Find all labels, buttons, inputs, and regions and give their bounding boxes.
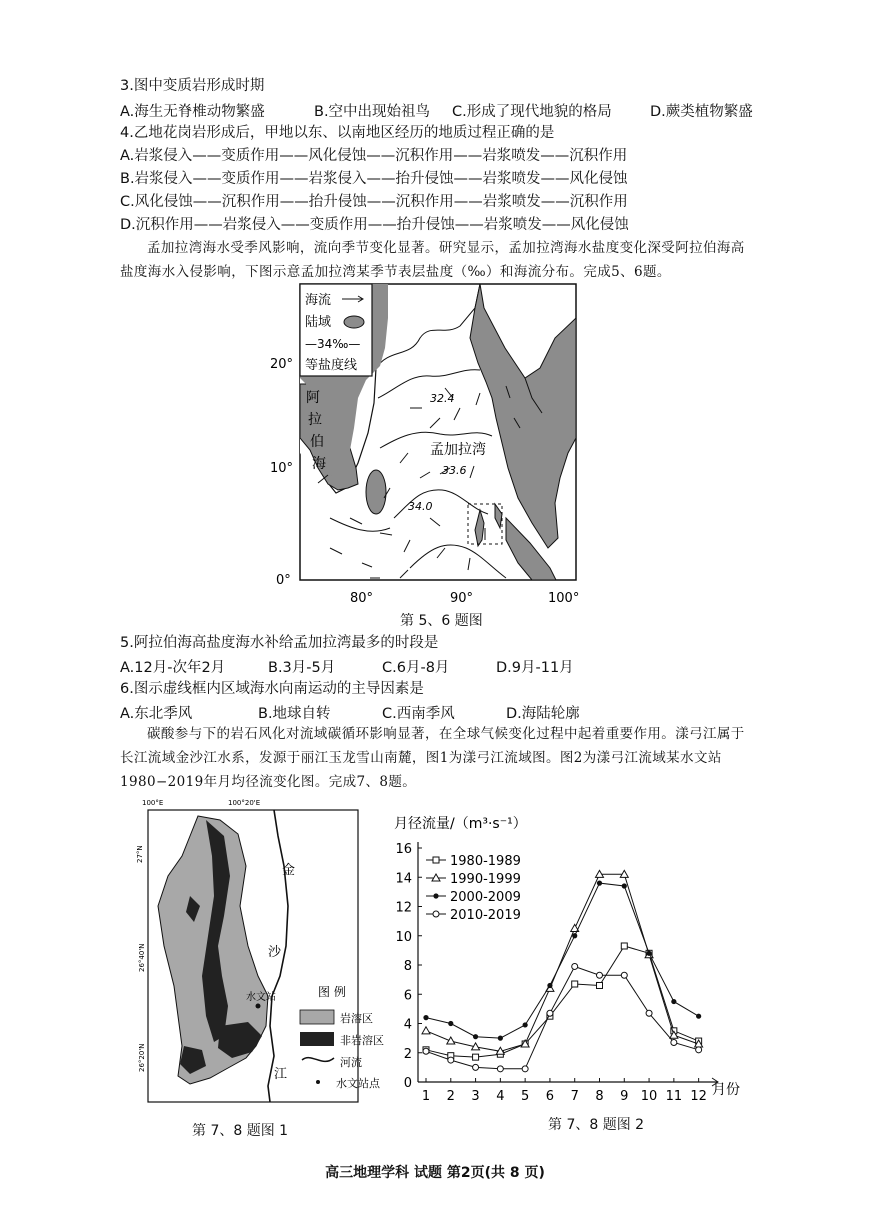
x-tick-label: 8 [595, 1089, 604, 1104]
isoline-label-a: 32.4 [430, 392, 455, 405]
series-point-2000-2009 [696, 1014, 701, 1019]
q4-option-b: B.岩浆侵入——变质作用——岩浆侵入——抬升侵蚀——岩浆喷发——风化侵蚀 [120, 171, 628, 187]
y-tick-label: 14 [395, 871, 412, 887]
q6-stem: 6.图示虚线框内区域海水向南运动的主导因素是 [120, 681, 424, 697]
series-point-2000-2009 [473, 1034, 478, 1039]
series-point-2000-2009 [572, 933, 577, 938]
legend-station: 水文站点 [336, 1077, 380, 1090]
series-point-2010-2019 [596, 972, 602, 978]
legend-label-2010-2019: 2010-2019 [450, 908, 521, 923]
series-point-2010-2019 [671, 1040, 677, 1046]
x-tick-label: 4 [496, 1089, 505, 1104]
map78-caption: 第 7、8 题图 1 [192, 1123, 289, 1139]
lat-26-40n: 26°40'N [138, 943, 146, 972]
arabian-sea-char-1: 阿 [306, 390, 320, 406]
series-point-2010-2019 [448, 1057, 454, 1063]
x-tick-label: 1 [421, 1089, 431, 1104]
legend-land-label: 陆域 [305, 315, 332, 330]
series-point-2010-2019 [696, 1047, 702, 1053]
y-tick-label: 12 [395, 900, 412, 916]
lat-10: 10° [270, 461, 294, 476]
series-point-2010-2019 [497, 1066, 503, 1072]
x-tick-label: 3 [471, 1089, 480, 1104]
series-point-2010-2019 [473, 1064, 479, 1070]
q4-option-d: D.沉积作用——岩浆侵入——变质作用——抬升侵蚀——岩浆喷发——风化侵蚀 [120, 217, 629, 233]
legend-label-2000-2009: 2000-2009 [450, 890, 521, 905]
isoline-label-c: 34.0 [408, 500, 433, 513]
series-point-2010-2019 [522, 1066, 528, 1072]
y-tick-label: 6 [403, 988, 412, 1004]
series-point-2000-2009 [523, 1022, 528, 1027]
lon-100e: 100°E [142, 799, 164, 807]
series-point-1980-1989 [621, 943, 627, 949]
q5-option-a: A.12月-次年2月 [120, 660, 226, 676]
q4-option-a: A.岩浆侵入——变质作用——风化侵蚀——沉积作用——岩浆喷发——沉积作用 [120, 148, 628, 164]
legend-current-label: 海流 [305, 293, 332, 308]
bay-label: 孟加拉湾 [430, 442, 486, 458]
station-label: 水文站 [246, 992, 276, 1003]
q4-stem: 4.乙地花岗岩形成后，甲地以东、以南地区经历的地质过程正确的是 [120, 125, 555, 141]
series-point-2010-2019 [646, 1010, 652, 1016]
arabian-sea-char-4: 海 [312, 456, 326, 472]
series-point-2000-2009 [423, 1015, 428, 1020]
x-tick-label: 12 [690, 1089, 707, 1104]
chart-ylabel: 月径流量/（m³·s⁻¹） [394, 816, 527, 832]
series-point-2010-2019 [547, 1010, 553, 1016]
x-tick-label: 2 [446, 1089, 455, 1104]
arabian-sea-char-2: 拉 [308, 412, 322, 428]
legend-marker-2010-2019 [433, 911, 439, 917]
lon-90: 90° [450, 591, 474, 606]
series-point-1990-1999 [422, 1027, 430, 1034]
chart-caption: 第 7、8 题图 2 [548, 1117, 645, 1133]
y-tick-label: 0 [403, 1076, 412, 1091]
x-tick-label: 6 [545, 1089, 555, 1104]
x-tick-label: 11 [665, 1089, 683, 1104]
bay-of-bengal-map [270, 278, 590, 608]
page-footer: 高三地理学科 试题 第2页(共 8 页) [325, 1165, 545, 1181]
lat-0: 0° [276, 573, 291, 588]
series-point-2000-2009 [622, 883, 627, 888]
legend-nonkarst: 非岩溶区 [340, 1034, 384, 1047]
series-point-2010-2019 [572, 963, 578, 969]
jin-char: 金 [282, 863, 296, 878]
x-tick-label: 10 [640, 1089, 658, 1104]
isoline-label-b: 33.6 [442, 464, 467, 477]
legend-isoline-label: 等盐度线 [305, 358, 358, 373]
q5-option-b: B.3月-5月 [268, 660, 336, 676]
q3-stem: 3.图中变质岩形成时期 [120, 78, 265, 94]
q6-option-a: A.东北季风 [120, 706, 193, 722]
intro-5-6: 孟加拉湾海水受季风影响，流向季节变化显著。研究显示，孟加拉湾海水盐度变化深受阿拉伯海高盐度海水入侵影响，下图示意孟加拉湾某季节表层盐度（‰）和海流分布。完成5、6题。 [120, 240, 745, 280]
yanggong-basin-map [128, 796, 398, 1118]
lat-26-20n: 26°20'N [138, 1043, 146, 1072]
x-tick-label: 9 [620, 1089, 629, 1104]
y-tick-label: 10 [395, 929, 412, 945]
y-tick-label: 2 [403, 1046, 412, 1062]
map56-caption: 第 5、6 题图 [400, 613, 483, 629]
q3-option-d: D.蕨类植物繁盛 [650, 104, 753, 120]
intro-7-8: 碳酸参与下的岩石风化对流域碳循环影响显著，在全球气候变化过程中起着重要作用。漾弓江属于长江流域金沙江水系，发源于丽江玉龙雪山南麓，图1为漾弓江流域图。图2为漾弓江流域某水文站1980−2019年月均径流变化图。完成7、8题。 [120, 726, 745, 790]
lat-27n: 27°N [136, 845, 144, 863]
q3-option-b: B.空中出现始祖鸟 [314, 104, 431, 120]
q3-option-c: C.形成了现代地貌的格局 [452, 104, 612, 120]
series-point-2000-2009 [547, 983, 552, 988]
legend-title-78: 图 例 [318, 985, 346, 999]
series-line-1980-1989 [426, 946, 699, 1057]
series-point-2010-2019 [423, 1048, 429, 1054]
series-point-1980-1989 [473, 1054, 479, 1060]
y-tick-label: 8 [403, 959, 412, 974]
arabian-sea-char-3: 伯 [310, 434, 324, 450]
series-point-1990-1999 [447, 1037, 455, 1044]
legend-marker-2000-2009 [433, 893, 438, 898]
q4-option-c: C.风化侵蚀——沉积作用——抬升侵蚀——沉积作用——岩浆喷发——沉积作用 [120, 194, 628, 210]
x-tick-label: 5 [521, 1089, 530, 1104]
q3-options [120, 100, 770, 120]
q5-option-d: D.9月-11月 [496, 660, 574, 676]
series-point-2000-2009 [597, 881, 602, 886]
lon-100-20e: 100°20'E [228, 799, 261, 807]
q5-stem: 5.阿拉伯海高盐度海水补给孟加拉湾最多的时段是 [120, 635, 439, 651]
q3-option-a: A.海生无脊椎动物繁盛 [120, 104, 265, 120]
series-line-2000-2009 [426, 883, 699, 1038]
lat-20: 20° [270, 357, 294, 372]
legend-marker-1980-1989 [433, 857, 439, 863]
series-point-2000-2009 [498, 1036, 503, 1041]
series-point-2000-2009 [448, 1021, 453, 1026]
legend-label-1980-1989: 1980-1989 [450, 854, 521, 869]
series-point-2000-2009 [671, 999, 676, 1004]
jiang-char: 江 [274, 1067, 288, 1082]
legend-isoline-sample: —34‰— [305, 337, 361, 351]
y-tick-label: 16 [395, 842, 412, 857]
series-point-1980-1989 [596, 982, 602, 988]
q6-options [120, 702, 770, 722]
q6-option-b: B.地球自转 [258, 706, 331, 722]
lon-100: 100° [548, 591, 580, 606]
hydro-station-marker [256, 1004, 261, 1009]
series-point-1980-1989 [572, 981, 578, 987]
q6-option-d: D.海陆轮廓 [506, 706, 580, 722]
q6-option-c: C.西南季风 [382, 706, 455, 722]
legend-label-1990-1999: 1990-1999 [450, 872, 521, 887]
series-point-2000-2009 [646, 951, 651, 956]
series-point-2010-2019 [621, 972, 627, 978]
chart-xlabel: 月份 [712, 1082, 740, 1098]
q5-option-c: C.6月-8月 [382, 660, 450, 676]
x-tick-label: 7 [570, 1089, 579, 1104]
sha-char: 沙 [268, 945, 282, 960]
legend-river: 河流 [340, 1056, 362, 1069]
runoff-line-chart [388, 808, 760, 1114]
q5-options [120, 656, 770, 676]
y-tick-label: 4 [403, 1017, 412, 1033]
legend-karst: 岩溶区 [340, 1012, 373, 1025]
lon-80: 80° [350, 591, 374, 606]
